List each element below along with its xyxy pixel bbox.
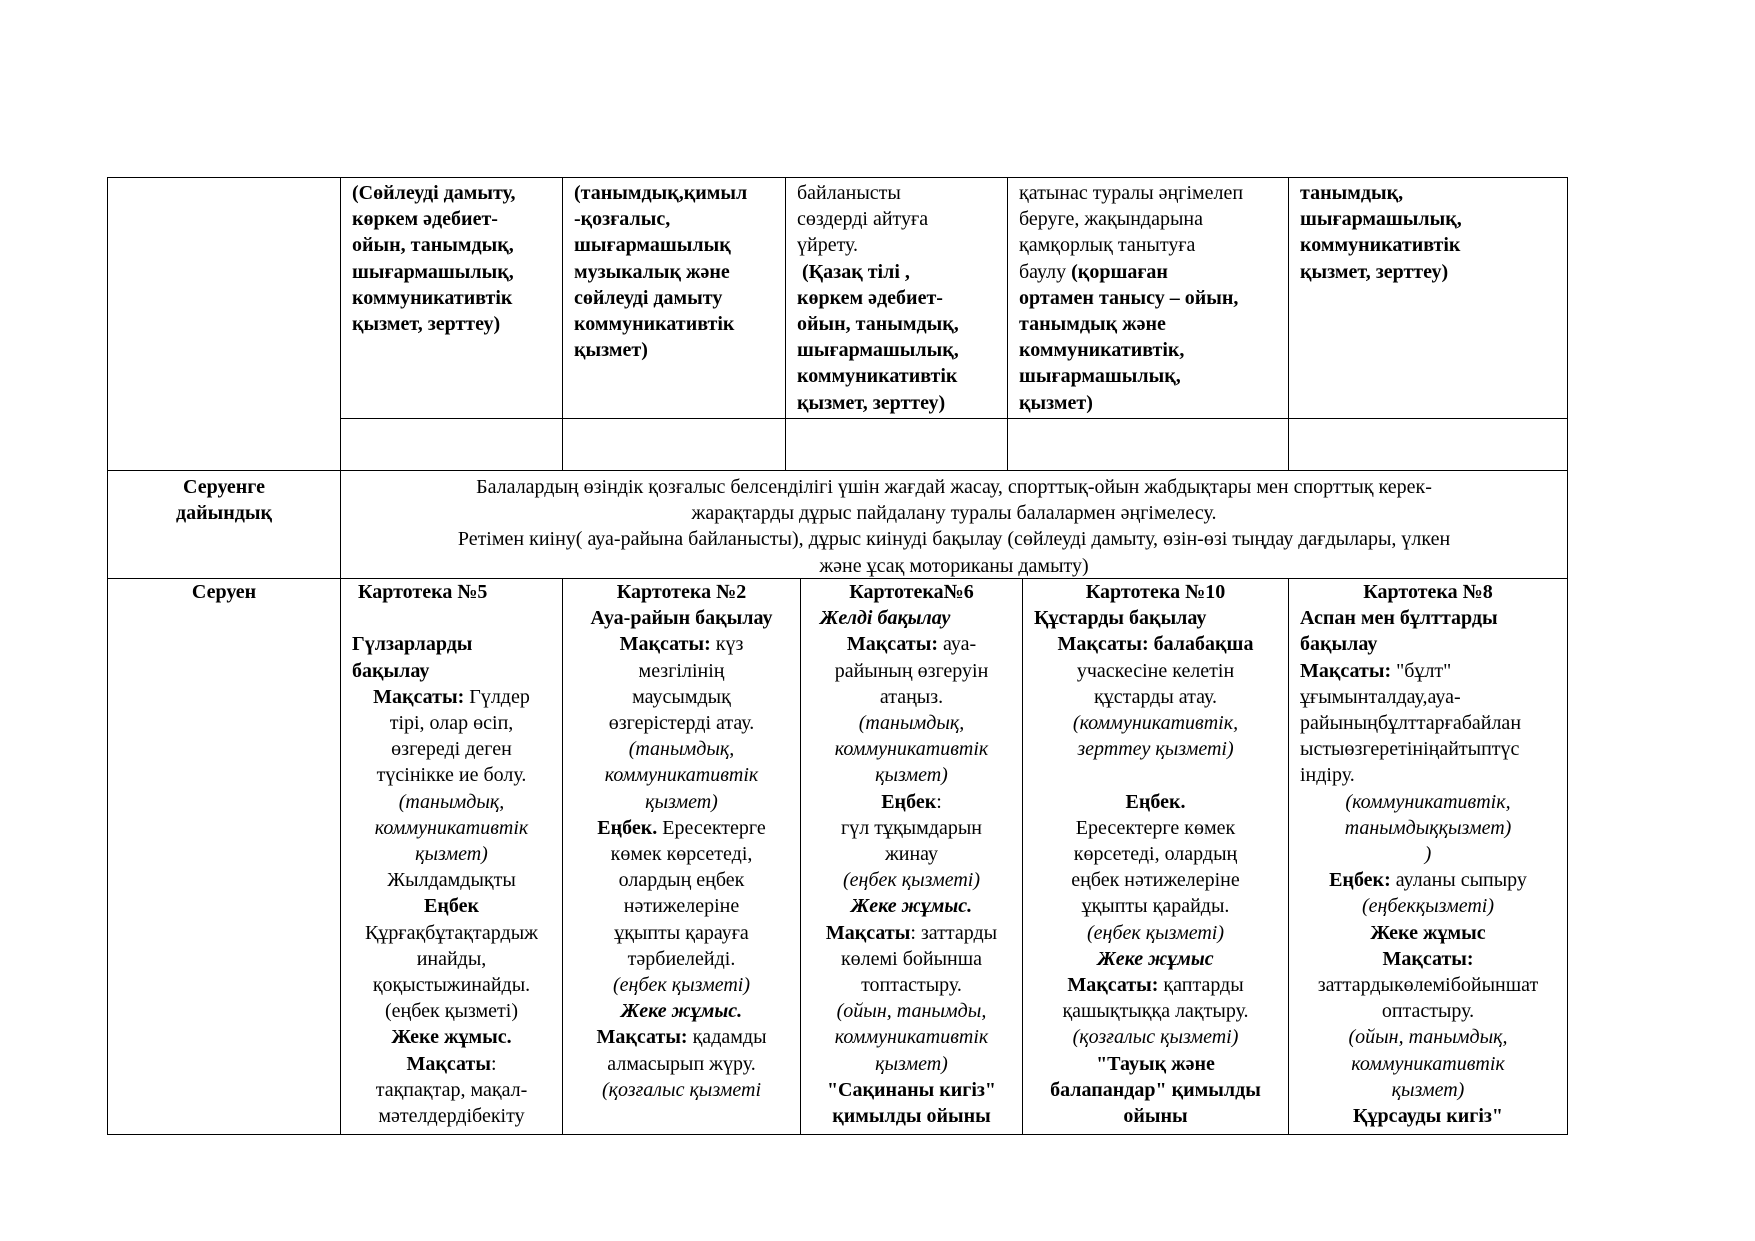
note-line: (еңбекқызметі) bbox=[1362, 895, 1494, 918]
cell-line: қатынас туралы әңгімелеп bbox=[1019, 182, 1244, 204]
goal-label: Мақсаты bbox=[406, 1052, 491, 1075]
individual-label: Жеке жұмыс. bbox=[850, 895, 973, 918]
goal-label: Мақсаты: bbox=[846, 633, 938, 656]
note-line: (қозғалыс қызметі bbox=[601, 1078, 762, 1101]
cell-line: музыкалық және bbox=[574, 260, 730, 283]
cell-line: жарақтарды дұрыс пайдалану туралы балалармен әңгімелесу. bbox=[691, 502, 1217, 525]
goal-label: Мақсаты: bbox=[1382, 947, 1474, 970]
card-title: Картотека №2 bbox=[616, 581, 747, 603]
goal-label: Мақсаты: bbox=[619, 633, 711, 656]
individual-label: Жеке жұмыс bbox=[1370, 921, 1486, 944]
note-line: (танымдық, bbox=[628, 738, 735, 761]
cell-line: мезгілінің bbox=[638, 659, 725, 682]
cell-line: көлемі бойынша bbox=[840, 947, 983, 970]
cell-line: өзгереді деген bbox=[391, 738, 512, 761]
cell-line: шығармашылық, bbox=[352, 260, 514, 283]
note-line: коммуникативтік bbox=[374, 816, 529, 839]
game-title: Құрсауды кигіз" bbox=[1352, 1105, 1504, 1128]
note-line: қызмет) bbox=[415, 843, 488, 866]
activity-cell-kazakh bbox=[797, 180, 959, 416]
prep-text bbox=[341, 474, 1567, 579]
card-subtitle: бақылау bbox=[352, 659, 430, 682]
cell-line: Серуен bbox=[191, 581, 257, 603]
note-line: (еңбек қызметі) bbox=[843, 869, 980, 892]
cell-line: учаскесіне келетін bbox=[1076, 659, 1235, 682]
cell-line: қызмет, зерттеу) bbox=[797, 391, 946, 414]
cell-line: Ретімен киіну( ауа-райына байланысты), дұрыс киінуді бақылау (сөйлеуді дамыту, өзін-өзі тыңдау дағдылары, үлкен bbox=[457, 528, 1451, 551]
table-border-left bbox=[107, 177, 108, 1135]
note-line: (коммуникативтік, bbox=[1072, 712, 1239, 735]
cell-line: қоқыстыжинайды. bbox=[372, 974, 531, 997]
work-label: Еңбек. bbox=[597, 816, 658, 839]
work-label: Еңбек: bbox=[1329, 869, 1391, 892]
goal-text: "бұлт" bbox=[1391, 659, 1452, 682]
table-col-divider bbox=[785, 177, 786, 471]
table-row-divider bbox=[340, 418, 1568, 419]
individual-label: Жеке жұмыс. bbox=[391, 1026, 512, 1049]
table-col-divider bbox=[562, 177, 563, 471]
cell-line: қызмет, зерттеу) bbox=[1300, 260, 1449, 283]
cell-line: шығармашылық bbox=[574, 234, 731, 257]
cell-line: шығармашылық, bbox=[1300, 208, 1462, 231]
cell-line: шығармашылық, bbox=[797, 339, 959, 362]
note-line: коммуникативтік bbox=[604, 764, 759, 787]
cell-line: нәтижелеріне bbox=[623, 895, 740, 918]
note-line: (танымдық, bbox=[398, 790, 505, 813]
goal-line bbox=[1289, 658, 1567, 684]
card-subtitle: Құстарды бақылау bbox=[1034, 607, 1207, 630]
goal-line bbox=[801, 631, 1022, 657]
cell-line: (Қазақ тілі , bbox=[797, 260, 910, 283]
work-text: : bbox=[936, 790, 942, 813]
table-border-bottom bbox=[107, 1134, 1568, 1135]
goal-label: Мақсаты: bbox=[373, 685, 465, 708]
cell-line: коммуникативтік bbox=[574, 313, 735, 336]
game-title: ойыны bbox=[1123, 1105, 1188, 1128]
cell-line: көмек көрсетеді, bbox=[610, 843, 753, 866]
table-border-right bbox=[1567, 177, 1568, 1135]
card-title: Картотека №5 bbox=[358, 581, 488, 603]
card-title: Картотека №10 bbox=[1085, 581, 1226, 603]
game-title: "Тауық және bbox=[1096, 1052, 1215, 1075]
goal-line bbox=[801, 920, 1022, 946]
cell-line: Құрғақбұтақтардыж bbox=[365, 921, 538, 944]
work-line bbox=[801, 789, 1022, 815]
cell-line: ұқыпты қарайды. bbox=[1081, 895, 1230, 918]
goal-line bbox=[563, 1024, 800, 1050]
note-line: қызмет) bbox=[1391, 1078, 1465, 1101]
card-2 bbox=[563, 579, 800, 1103]
goal-label: Мақсаты: балабақша bbox=[1057, 633, 1254, 656]
goal-text: Гүлдер bbox=[464, 685, 530, 708]
cell-line: қызмет) bbox=[1019, 391, 1093, 414]
note-line: (коммуникативтік, bbox=[1345, 790, 1511, 813]
spacer bbox=[341, 605, 562, 631]
activity-cell-creative bbox=[1300, 180, 1462, 285]
goal-label: Мақсаты bbox=[825, 921, 911, 944]
note-line: коммуникативтік bbox=[834, 738, 989, 761]
work-line bbox=[563, 815, 800, 841]
card-8 bbox=[1289, 579, 1567, 1129]
cell-line: ұқыпты қарауға bbox=[614, 921, 749, 944]
cell-text: баулу bbox=[1019, 260, 1072, 283]
cell-line bbox=[1019, 259, 1243, 285]
cell-line: Балалардың өзіндік қозғалыс белсенділігі үшін жағдай жасау, спорттық-ойын жабдықтары мен спорттық керек- bbox=[476, 476, 1432, 498]
note-line: қызмет) bbox=[875, 1052, 948, 1075]
cell-line: райының өзгеруін bbox=[834, 659, 989, 682]
walk-label bbox=[108, 579, 340, 605]
activity-cell-music bbox=[574, 180, 747, 363]
goal-line bbox=[563, 631, 800, 657]
activity-cell-speech bbox=[352, 180, 516, 337]
cell-line: (танымдық,қимыл bbox=[574, 182, 748, 204]
table-border-top bbox=[107, 177, 1568, 178]
cell-line: Серуенге bbox=[183, 476, 265, 498]
card-6 bbox=[801, 579, 1022, 1129]
goal-label: Мақсаты: bbox=[596, 1026, 688, 1049]
cell-line: қызмет, зерттеу) bbox=[352, 313, 501, 336]
work-label: Еңбек bbox=[881, 790, 937, 813]
card-subtitle: Желді бақылау bbox=[820, 607, 951, 630]
goal-text: : bbox=[490, 1052, 497, 1075]
cell-line: ұғымынталдау,ауа- bbox=[1300, 685, 1461, 708]
card-10 bbox=[1023, 579, 1288, 1129]
goal-label: Мақсаты: bbox=[1067, 974, 1159, 997]
cell-line: оптастыру. bbox=[1381, 1000, 1475, 1023]
cell-line: тәрбиелейді. bbox=[627, 947, 736, 970]
card-subtitle: Ауа-райын бақылау bbox=[590, 607, 773, 630]
cell-line: ойын, танымдық, bbox=[797, 313, 959, 336]
card-subtitle: Аспан мен бұлттарды bbox=[1300, 607, 1498, 630]
goal-text: күз bbox=[710, 633, 744, 656]
card-5 bbox=[341, 579, 562, 1129]
cell-line: Ересектерге көмек bbox=[1075, 816, 1236, 839]
cell-line: көркем әдебиет- bbox=[352, 208, 498, 231]
note-line: коммуникативтік bbox=[834, 1026, 989, 1049]
cell-line: топтастыру. bbox=[861, 974, 962, 997]
note-line: қызмет) bbox=[875, 764, 948, 787]
cell-line: коммуникативтік bbox=[352, 286, 513, 309]
goal-text: қадамды bbox=[687, 1026, 767, 1049]
cell-line: індіру. bbox=[1300, 764, 1355, 787]
game-title: "Сақинаны кигіз" bbox=[826, 1078, 997, 1101]
note-line: танымдыққызмет) bbox=[1344, 816, 1512, 839]
cell-line: дайындық bbox=[175, 502, 273, 525]
cell-line: үйрету. bbox=[797, 234, 859, 257]
cell-line: ортамен танысу – ойын, bbox=[1019, 286, 1239, 309]
note-line: (еңбек қызметі) bbox=[613, 974, 750, 997]
card-title: Картотека №8 bbox=[1363, 581, 1493, 603]
work-label: Еңбек bbox=[424, 895, 479, 918]
game-title: балапандар" қимылды bbox=[1050, 1078, 1261, 1101]
cell-line: құстарды атау. bbox=[1093, 685, 1217, 708]
goal-label: Мақсаты: bbox=[1300, 659, 1392, 682]
note-line: қызмет) bbox=[645, 790, 718, 813]
cell-line: маусымдық bbox=[632, 685, 731, 708]
cell-line: ойын, танымдық, bbox=[352, 234, 514, 257]
goal-text: қаптарды bbox=[1158, 974, 1244, 997]
cell-line: қамқорлық танытуға bbox=[1019, 234, 1196, 257]
goal-line bbox=[1023, 972, 1288, 998]
cell-line: байланысты bbox=[797, 182, 901, 204]
cell-line: шығармашылық, bbox=[1019, 365, 1181, 388]
game-title: қимылды ойыны bbox=[832, 1105, 991, 1128]
note-line: коммуникативтік bbox=[1351, 1052, 1505, 1075]
cell-line: атаңыз. bbox=[879, 685, 944, 708]
cell-line: (Сөйлеуді дамыту, bbox=[352, 182, 516, 204]
note-line: (ойын, танымды, bbox=[836, 1000, 987, 1023]
cell-line: коммуникативтік, bbox=[1019, 339, 1185, 362]
cell-line: түсінікке ие болу. bbox=[376, 764, 527, 787]
cell-line: сөздерді айтуға bbox=[797, 208, 929, 231]
card-title: Картотека№6 bbox=[849, 581, 974, 603]
cell-line: -қозғалыс, bbox=[574, 208, 671, 231]
note-line: (еңбек қызметі) bbox=[1087, 921, 1224, 944]
cell-text: (қоршаған bbox=[1071, 260, 1168, 283]
cell-line: көркем әдебиет- bbox=[797, 286, 943, 309]
note-line: (танымдық, bbox=[858, 712, 965, 735]
cell-line: инайды, bbox=[416, 947, 487, 970]
cell-line: ыстыөзгеретініңайтыптүс bbox=[1300, 738, 1520, 761]
work-text: Ересектерге bbox=[657, 816, 766, 839]
note-line: (ойын, танымдық, bbox=[1348, 1026, 1508, 1049]
individual-label: Жеке жұмыс. bbox=[620, 1000, 743, 1023]
cell-line: мәтелдердібекіту bbox=[378, 1105, 525, 1128]
cell-line: сөйлеуді дамыту bbox=[574, 286, 723, 309]
cell-line: өзгерістерді атау. bbox=[608, 712, 755, 735]
work-line bbox=[1289, 867, 1567, 893]
cell-line: олардың еңбек bbox=[618, 869, 745, 892]
spacer bbox=[1023, 762, 1288, 788]
cell-line: тақпақтар, мақал- bbox=[375, 1078, 528, 1101]
cell-line: еңбек нәтижелеріне bbox=[1071, 869, 1240, 892]
cell-line: беруге, жақындарына bbox=[1019, 208, 1203, 231]
cell-line: райыныңбұлттарғабайлан bbox=[1300, 712, 1522, 735]
card-subtitle: Гүлзарларды bbox=[352, 633, 473, 656]
individual-label: Жеке жұмыс bbox=[1097, 947, 1214, 970]
goal-text: : заттарды bbox=[910, 921, 998, 944]
work-text: ауланы сыпыру bbox=[1390, 869, 1527, 892]
cell-line: коммуникативтік bbox=[1300, 234, 1461, 257]
goal-text: ауа- bbox=[937, 633, 977, 656]
prep-label bbox=[108, 474, 340, 526]
cell-line: Жылдамдықты bbox=[387, 869, 516, 892]
cell-line: қызмет) bbox=[574, 339, 648, 362]
cell-line: алмасырып жүру. bbox=[607, 1052, 756, 1075]
cell-line: және ұсақ моториканы дамыту) bbox=[819, 554, 1089, 577]
goal-line bbox=[341, 684, 562, 710]
table-col-divider bbox=[1288, 177, 1289, 471]
activity-cell-environment bbox=[1019, 180, 1243, 416]
cell-line: тірі, олар өсіп, bbox=[389, 712, 514, 735]
cell-line: жинау bbox=[884, 843, 939, 866]
cell-line: танымдық, bbox=[1300, 182, 1404, 204]
work-label: Еңбек. bbox=[1125, 790, 1186, 813]
cell-line: (еңбек қызметі) bbox=[384, 1000, 518, 1023]
note-line: зерттеу қызметі) bbox=[1077, 738, 1234, 761]
cell-line: заттардыкөлемібойыншат bbox=[1317, 974, 1539, 997]
table-row-divider bbox=[107, 470, 1568, 471]
table-col-divider bbox=[1007, 177, 1008, 471]
cell-line: коммуникативтік bbox=[797, 365, 958, 388]
card-subtitle: бақылау bbox=[1300, 633, 1378, 656]
cell-line: көрсетеді, олардың bbox=[1073, 843, 1238, 866]
goal-line bbox=[341, 1051, 562, 1077]
cell-line: қашықтыққа лақтыру. bbox=[1062, 1000, 1249, 1023]
note-line: ) bbox=[1424, 843, 1432, 866]
cell-line: гүл тұқымдарын bbox=[841, 816, 982, 839]
cell-line: танымдық және bbox=[1019, 313, 1166, 336]
note-line: (қозғалыс қызметі) bbox=[1072, 1026, 1239, 1049]
